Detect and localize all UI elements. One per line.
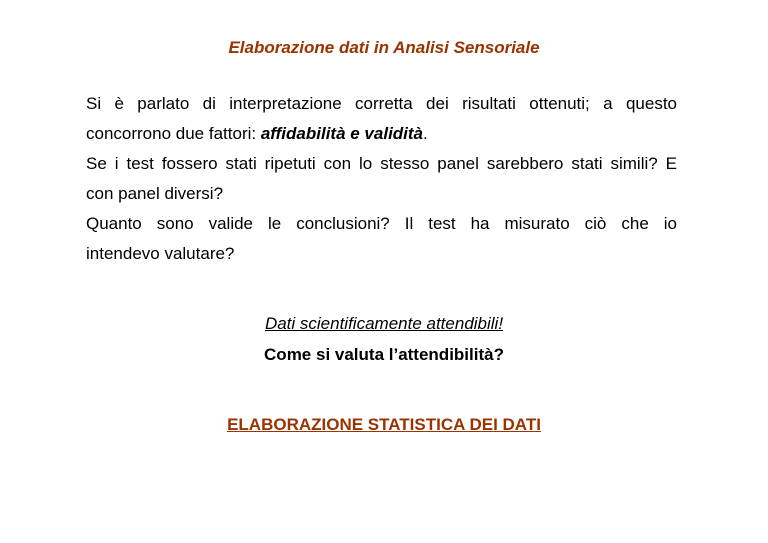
- question: Come si valuta l’attendibilità?: [264, 345, 504, 364]
- paragraph-1-line-1: Si è parlato di interpretazione corretta dei risultati ottenuti; a questo: [86, 94, 677, 113]
- emphasis-affidabilita-validita: affidabilità e validità: [260, 124, 424, 143]
- paragraph-1-line-2: [86, 119, 677, 149]
- paragraph-1-prefix: concorrono due fattori:: [86, 124, 261, 143]
- paragraph-1-suffix: .: [423, 124, 428, 143]
- subtitle: Dati scientificamente attendibili!: [264, 314, 504, 333]
- section-heading: ELABORAZIONE STATISTICA DEI DATI: [227, 415, 541, 434]
- paragraph-2-line-1: Se i test fossero stati ripetuti con lo stesso panel sarebbero stati simili? E: [86, 154, 677, 173]
- page-title: Elaborazione dati in Analisi Sensoriale: [228, 38, 540, 57]
- paragraph-3-line-1: Quanto sono valide le conclusioni? Il test ha misurato ciò che io: [86, 214, 677, 233]
- paragraph-2-line-2: con panel diversi?: [86, 184, 224, 203]
- paragraph-3-line-2: intendevo valutare?: [86, 244, 235, 263]
- body-text: [86, 89, 677, 269]
